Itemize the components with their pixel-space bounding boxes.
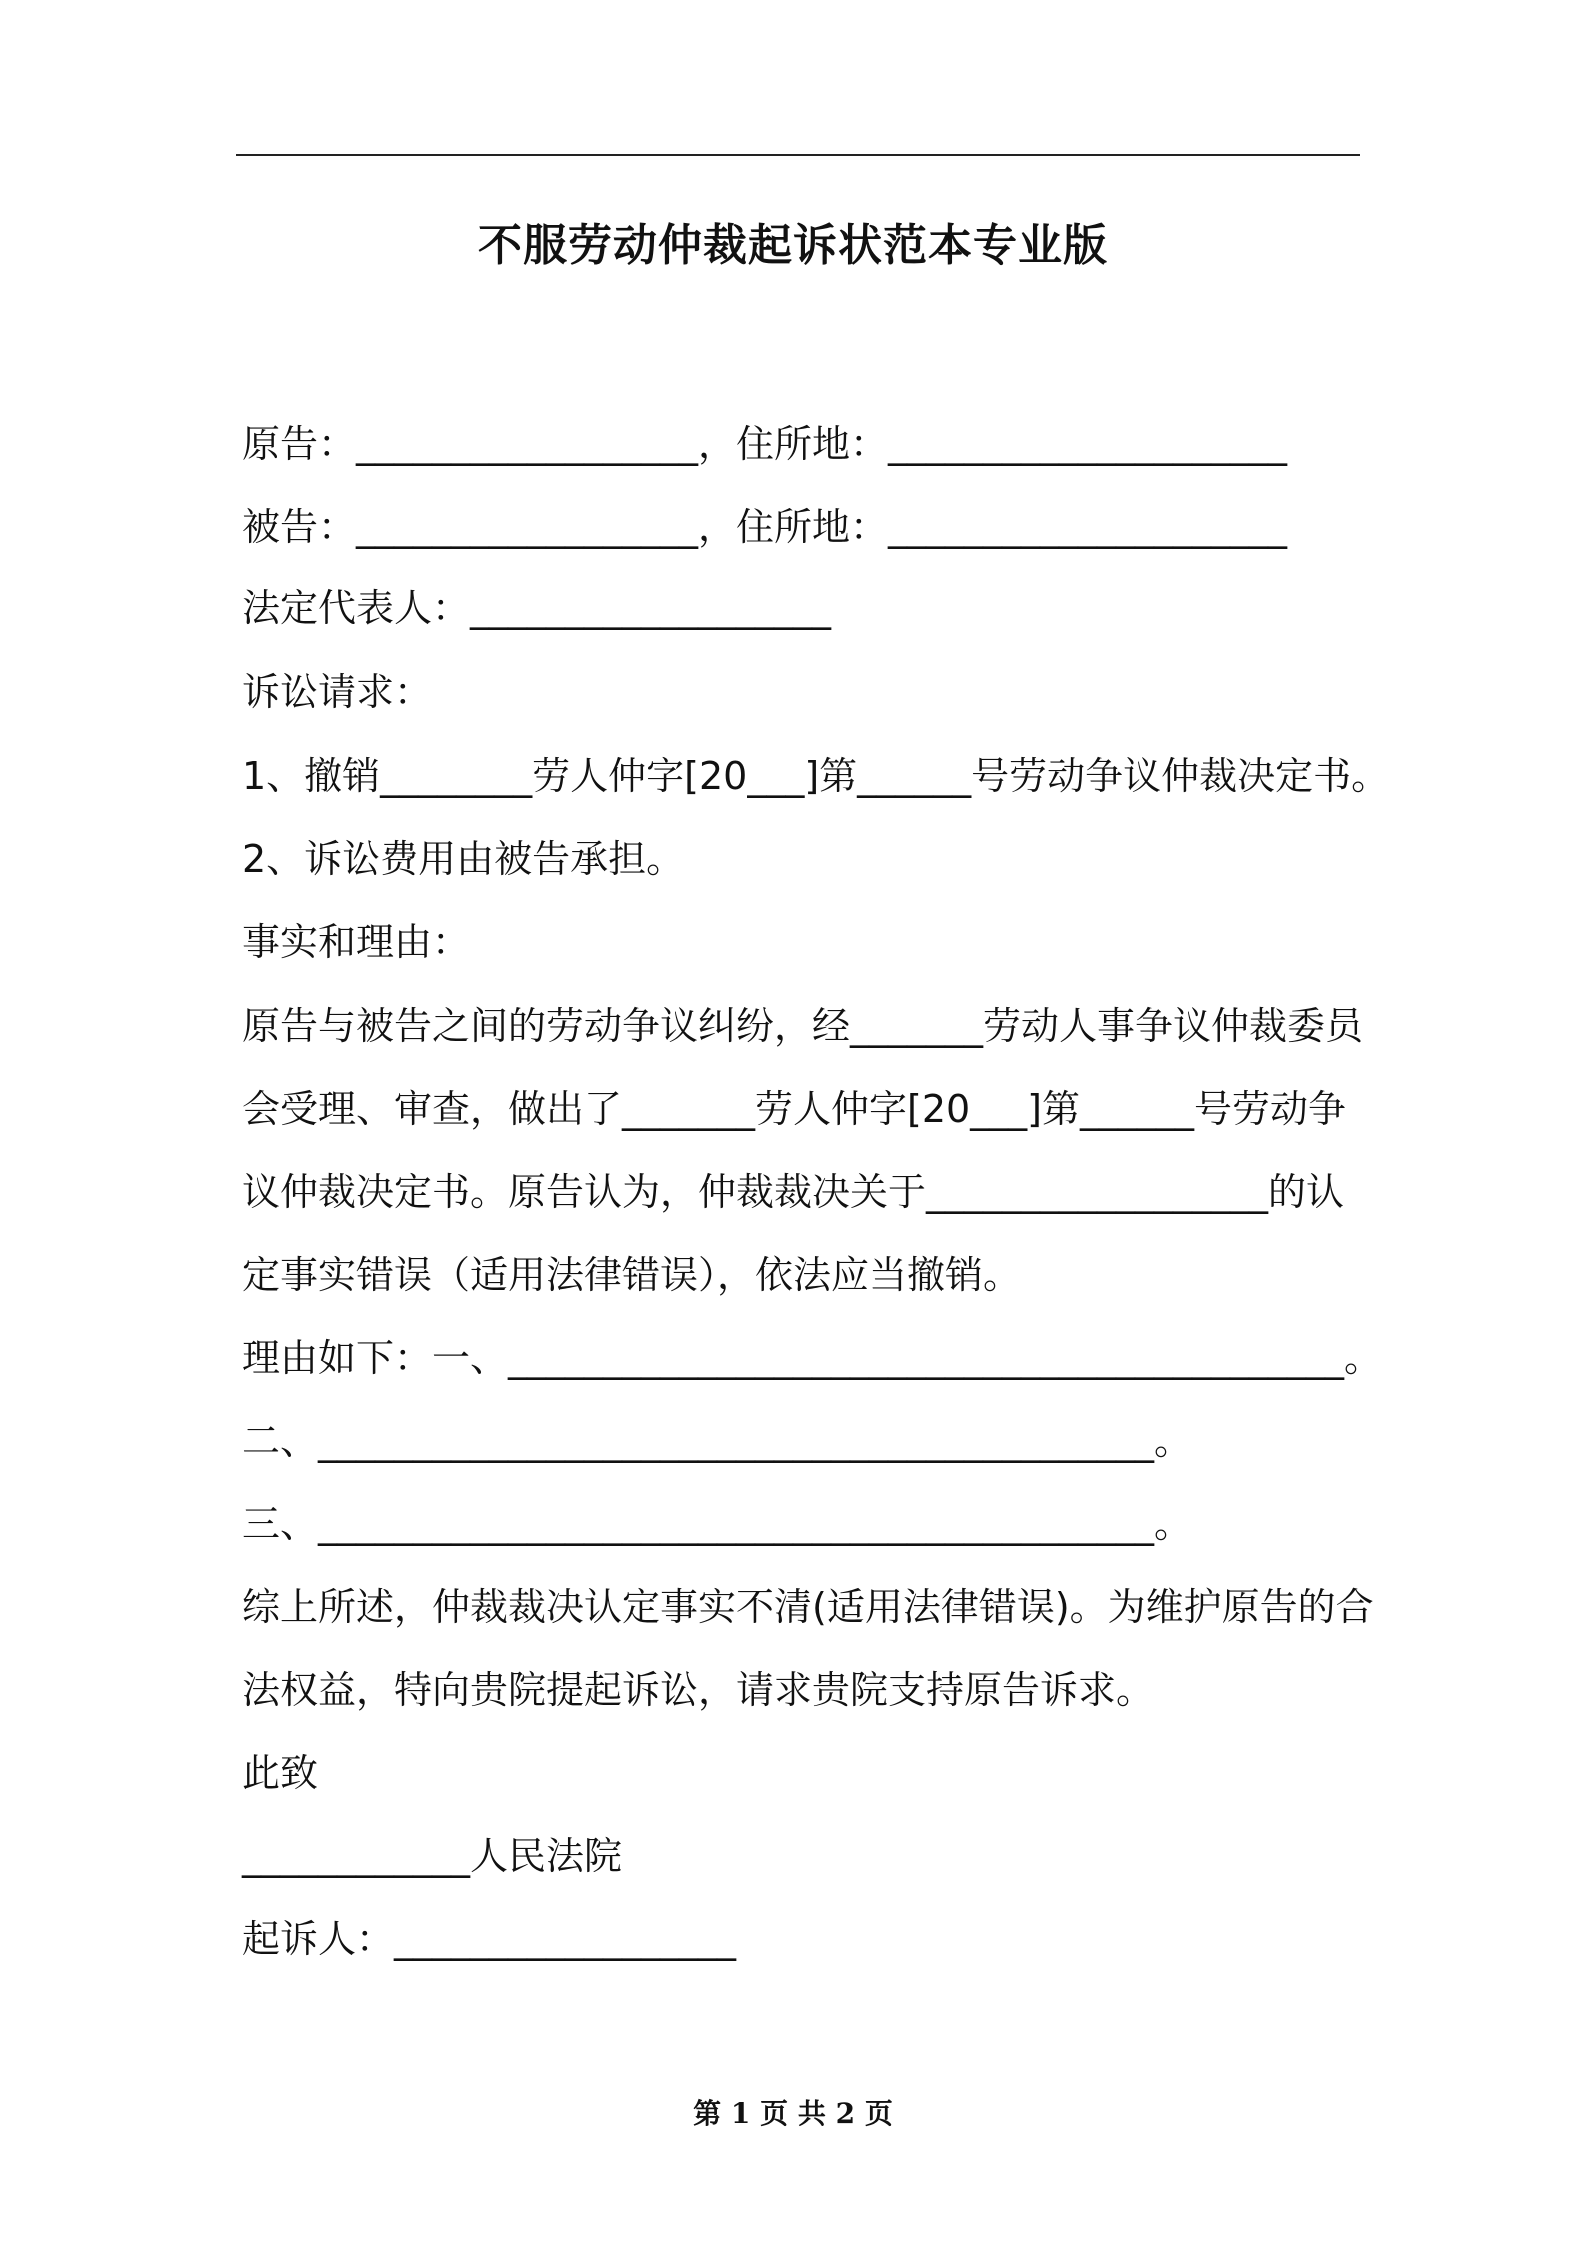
legal-representative-line: 法定代表人：___________________ [242, 586, 832, 630]
document-title: 不服劳动仲裁起诉状范本专业版 [478, 220, 1108, 271]
plaintiff-signature-line: 起诉人：__________________ [242, 1917, 737, 1961]
facts-paragraph-line-2: 会受理、审查，做出了_______劳人仲字[20___]第______号劳动争 [242, 1087, 1347, 1131]
claims-heading: 诉讼请求： [242, 670, 433, 714]
facts-paragraph-line-3: 议仲裁决定书。原告认为，仲裁裁决关于__________________的认 [242, 1170, 1345, 1214]
facts-reasons-heading: 事实和理由： [242, 920, 471, 964]
conclusion-line-1: 综上所述，仲裁裁决认定事实不清(适用法律错误)。为维护原告的合 [242, 1585, 1374, 1629]
reason-item-2: 二、____________________________________________。 [242, 1419, 1193, 1463]
claim-item-1: 1、撤销________劳人仲字[20___]第______号劳动争议仲裁决定书。 [242, 754, 1390, 798]
page-number: 第 1 页 共 2 页 [693, 2097, 893, 2130]
conclusion-line-2: 法权益，特向贵院提起诉讼，请求贵院支持原告诉求。 [242, 1668, 1155, 1712]
defendant-line: 被告：__________________，住所地：_____________________ [242, 505, 1288, 549]
facts-paragraph-line-4: 定事实错误（适用法律错误），依法应当撤销。 [242, 1253, 1022, 1297]
facts-paragraph-line-1: 原告与被告之间的劳动争议纠纷，经_______劳动人事争议仲裁委员 [242, 1004, 1364, 1048]
plaintiff-line: 原告：__________________，住所地：_____________________ [242, 422, 1288, 466]
salutation: 此致 [242, 1751, 319, 1795]
reason-item-1: 理由如下：一、____________________________________________。 [242, 1336, 1383, 1380]
reason-item-3: 三、____________________________________________。 [242, 1502, 1193, 1546]
court-line: ____________人民法院 [242, 1834, 623, 1878]
claim-item-2: 2、诉讼费用由被告承担。 [242, 837, 685, 881]
header-rule [236, 154, 1360, 156]
